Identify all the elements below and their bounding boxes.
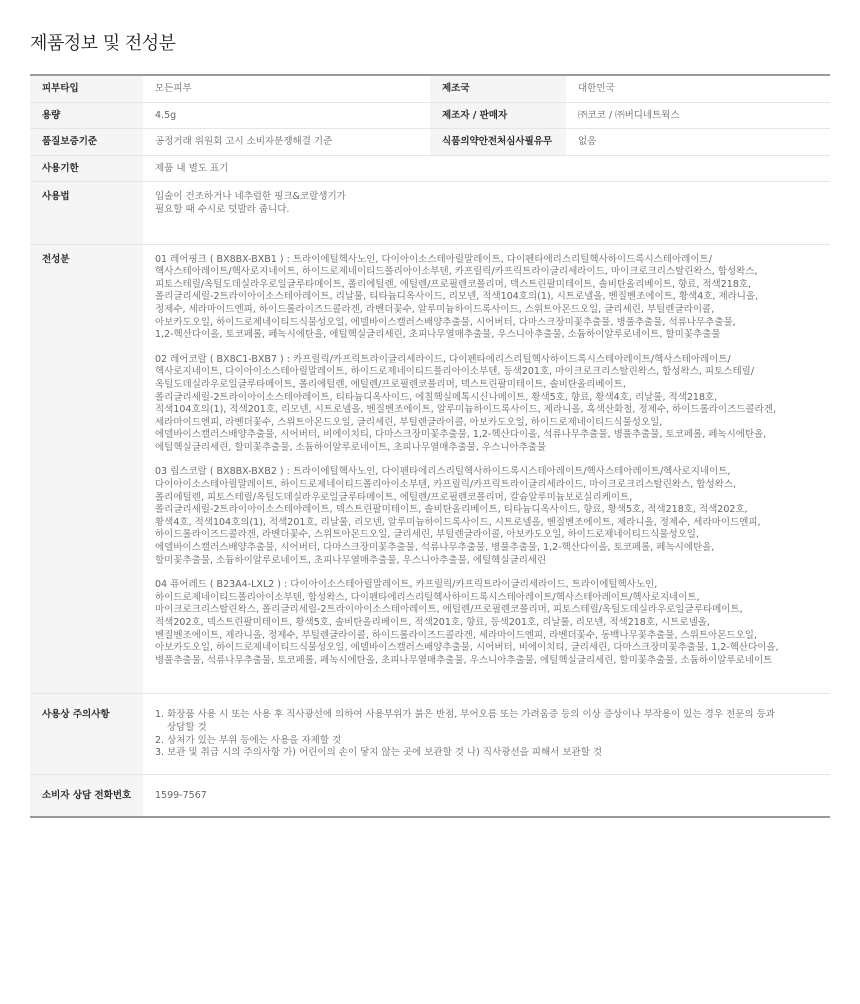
ingredient-line: 황색4호, 적색104호의(1), 적색201호, 리날룰, 리모넨, 알루미늄하이드록사이드, 시트로넬올, 벤질벤조에이트, 제라니올, 정제수, 세라마이드엔피, [155,516,761,528]
maker-label: 제조자 / 판매자 [430,102,566,129]
skin-type-label: 피부타입 [30,75,143,102]
skin-type-value: 모든피부 [155,83,192,94]
product-info-section [0,34,860,818]
caution-item: 1. 화장품 사용 시 또는 사용 후 직사광선에 의하여 사용부위가 붉은 반점, 부어오름 또는 가려움증 등의 이상 증상이나 부작용이 있는 경우 전문의 등과 [155,709,775,721]
ingredient-line: 에델바이스캘러스배양추출물, 시어버터, 다마스크장미꽃추출물, 석류나무추출물, 병풀추출물, 1,2-헥산다이올, 토코페롤, 페녹시에탄올, [155,542,715,554]
ingredient-line: 하이드롤라이즈드콜라겐, 라벤더꽃수, 스위트아몬드오일, 글리세린, 부틸렌글라이콜, 아보카도오일, 하이드로제네이티드식물성오일, [155,529,699,541]
ingredients-label: 전성분 [30,244,143,694]
ingredient-line: 정제수, 세라마이드엔피, 하이드롤라이즈드콜라겐, 라벤더꽃수, 알루미늄하이드록사이드, 스위트아몬드오일, 글리세린, 부틸렌글라이콜, [155,303,715,315]
table-row [30,182,830,244]
ingredient-line: 아보카도오일, 하이드로제네이티드식물성오일, 에델바이스캘러스배양추출물, 시어버터, 다마스크장미꽃추출물, 병풀추출물, 석류나무추출물, [155,316,736,328]
cautions-label: 사용상 주의사항 [30,694,143,774]
origin-label: 제조국 [430,75,566,102]
ingredient-line: 02 레어코랄 ( BX8C1-BXB7 ) : 카프릴릭/카프릭트라이글리세라이드, 다이펜타에리스리틸헥사하이드록시스테아레이트/헥사스테아레이트/ [155,353,731,365]
cautions-value [143,694,830,774]
caution-item: 3. 보관 및 취급 시의 주의사항 가) 어린이의 손이 닿지 않는 곳에 보관할 것 나) 직사광선을 피해서 보관할 것 [155,747,603,759]
table-row [30,102,830,129]
table-row [30,129,830,156]
ingredient-line: 헥사로지네이트, 다이아이소스테아릴말레이트, 하이드로제네이티드폴리아이소부텐, 등색201호, 마이크로크리스탈린왁스, 합성왁스, 피토스테릴/ [155,366,755,378]
ingredient-line: 적색104호의(1), 적색201호, 리모넨, 시트로넬올, 벤질벤조에이트, 알루미늄하이드록사이드, 제라니올, 흑색산화철, 정제수, 하이드롤라이즈드콜라겐, [155,404,777,416]
ingredient-line: 옥틸도데실라우로일글루타메이트, 폴리에틸렌, 에틸렌/프로필렌코폴리머, 덱스트린팔미테이트, 솔비탄올리베이트, [155,378,626,390]
ingredient-line: 세라마이드엔피, 라벤더꽃수, 스위트아몬드오일, 글리세린, 부틸렌글라이콜, 아보카도오일, 하이드로제네이티드식물성오일, [155,416,663,428]
ingredient-line: 폴리글리세릴-2트라이아이소스테아레이트, 티타늄디옥사이드, 에칠헥실메톡시신나메이트, 황색5호, 향료, 황색4호, 리날룰, 적색218호, [155,391,718,403]
ingredient-paragraph [155,579,822,667]
ingredient-line: 폴리에틸렌, 피토스테릴/옥틸도데실라우로일글루타메이트, 에틸렌/프로필렌코폴리머, 칼슘알루미늄보로실리케이트, [155,491,633,503]
caution-item: 2. 상처가 있는 부위 등에는 사용을 자제할 것 [155,734,342,746]
maker-value: ㈜코코 / ㈜버디네트웍스 [566,102,830,129]
ingredient-paragraph [155,354,822,455]
ingredient-line: 피토스테릴/옥틸도데실라우로일글루타메이트, 폴리에틸렌, 에틸렌/프로필렌코폴리머, 덱스트린팔미테이트, 솔비탄올리베이트, 향료, 적색218호, [155,278,752,290]
usage-label: 사용법 [30,182,143,244]
ingredient-line: 병풀추출물, 석류나무추출물, 토코페롤, 페녹시에탄올, 초피나무열매추출물, 우스니아추출물, 에틸헥실글리세린, 할미꽃추출물, 소듐하이알루로네이트 [155,654,773,666]
table-row [30,244,830,694]
mfds-label: 식품의약안전처심사필유무 [430,129,566,156]
expiry-value: 제품 내 별도 표기 [143,155,830,182]
ingredient-line: 마이크로크리스탈린왁스, 폴리글리세릴-2트라이아이소스테아레이트, 에틸렌/프로필렌코폴리머, 피토스테릴/옥틸도데실라우로일글루타메이트, [155,604,743,616]
ingredient-line: 03 립스코랄 ( BX8BX-BXB2 ) : 트라이에틸헥사노인, 다이펜타에리스리틸헥사하이드록시스테아레이트/헥사스테아레이트/헥사로지네이트, [155,466,731,478]
caution-item-continued: 상담할 것 [167,721,207,733]
usage-line: 필요할 때 수시로 덧발라 줍니다. [155,203,290,215]
ingredient-line: 1,2-헥산다이올, 토코페롤, 페녹시에탄올, 에틸헥실글리세린, 초피나무열매추출물, 우스니아추출물, 소듐하이알루로네이트, 할미꽃추출물 [155,329,721,341]
table-row [30,75,830,102]
ingredient-line: 04 퓨어레드 ( B23A4-LXL2 ) : 다이아이소스테아릴말레이트, 카프릴릭/카프릭트라이글리세라이드, 트라이에틸헥사노인, [155,579,658,591]
ingredient-line: 하이드로제네이티드폴리아이소부텐, 합성왁스, 다이펜타에리스리틸헥사하이드록시스테아레이트/헥사스테아레이트/헥사로지네이트, [155,591,700,603]
ingredient-line: 할미꽃추출물, 소듐하이알루로네이트, 초피나무열매추출물, 우스니아추출물, 에틸헥실글리세린 [155,554,547,566]
quality-value: 공정거래 위원회 고시 소비자분쟁해결 기준 [143,129,430,156]
ingredient-line: 벤질벤조에이트, 제라니올, 정제수, 부틸렌글라이콜, 하이드롤라이즈드콜라겐, 세라마이드엔피, 라벤더꽃수, 동백나무꽃추출물, 스위트아몬드오일, [155,629,757,641]
ingredient-paragraph [155,466,822,567]
expiry-label: 사용기한 [30,155,143,182]
mfds-value: 없음 [566,129,830,156]
usage-value [143,182,830,244]
ingredient-line: 적색202호, 덱스트린팔미테이트, 황색5호, 솔비탄올리베이트, 적색201호, 향료, 등색201호, 리날룰, 리모넨, 적색218호, 시트로넬올, [155,617,710,628]
consult-phone: 1599-7567 [143,774,830,817]
product-info-table [30,74,830,818]
consult-label: 소비자 상담 전화번호 [30,774,143,817]
ingredients-value [143,244,830,694]
ingredient-line: 에틸헥실글리세린, 할미꽃추출물, 소듐하이알루로네이트, 초피나무열매추출물, 우스니아추출물 [155,441,547,453]
ingredient-line: 01 레어핑크 ( BX8BX-BXB1 ) : 트라이에틸헥사노인, 다이아이소스테아릴말레이트, 다이펜타에리스리틸헥사하이드록시스테아레이트/ [155,253,712,265]
ingredient-line: 다이아이소스테아릴말레이트, 하이드로제네이티드폴리아이소부텐, 카프릴릭/카프릭트라이글리세라이드, 마이크로크리스탈린왁스, 합성왁스, [155,479,737,491]
ingredient-line: 아보카도오일, 하이드로제네이티드식물성오일, 에델바이스캘러스배양추출물, 시어버터, 비에이치티, 글리세린, 다마스크장미꽃추출물, 1,2-헥산다이올, [155,642,779,654]
volume-label: 용량 [30,102,143,129]
ingredient-line: 폴리글리세릴-2트라이아이소스테아레이트, 덱스트린팔미테이트, 솔비탄올리베이트, 티타늄디옥사이드, 향료, 황색5호, 적색218호, 적색202호, [155,504,748,516]
ingredient-line: 에델바이스캘러스배양추출물, 시어버터, 비에이치티, 다마스크장미꽃추출물, 1,2-헥산다이올, 석류나무추출물, 병풀추출물, 토코페롤, 페녹시에탄올, [155,429,767,441]
volume-value: 4.5g [143,102,430,129]
ingredient-line: 폴리글리세릴-2트라이아이소스테아레이트, 리날룰, 티타늄디옥사이드, 리모넨, 적색104호의(1), 시트로넬올, 벤질벤조에이트, 황색4호, 제라니올, [155,291,759,303]
table-row [30,694,830,774]
quality-label: 품질보증기준 [30,129,143,156]
table-row [30,155,830,182]
origin-value: 대한민국 [578,83,615,94]
page-title: 제품정보 및 전성분 [30,33,176,54]
usage-line: 입술이 건조하거나 네추럴한 핑크&코랄생기가 [155,191,346,203]
ingredient-line: 헥사스테아레이트/헥사로지네이트, 하이드로제네이티드폴리아이소부텐, 카프릴릭/카프릭트라이글리세라이드, 마이크로크리스탈린왁스, 합성왁스, [155,266,758,278]
ingredient-paragraph [155,254,822,342]
table-row [30,774,830,817]
